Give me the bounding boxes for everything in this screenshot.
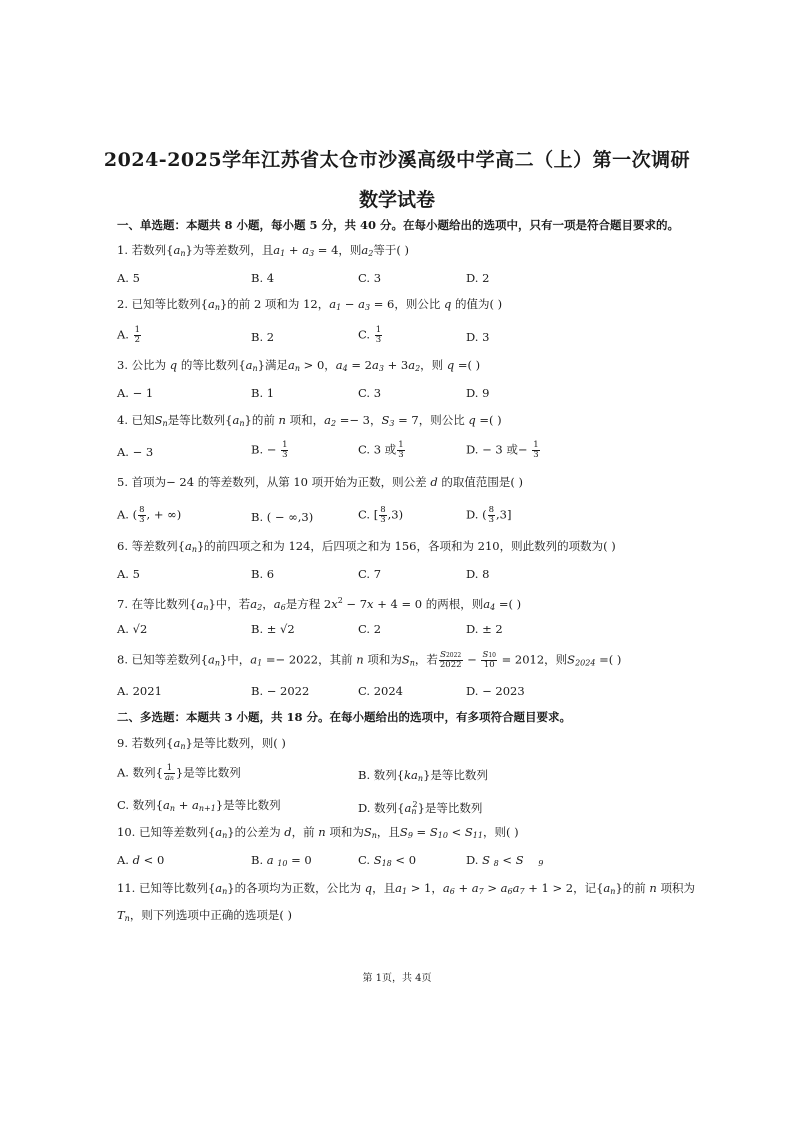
q3-option-d: D. 9: [466, 386, 490, 400]
page-footer: 第 1页，共 4页: [362, 973, 432, 984]
q10-option-c: C. $S_{18} < 0$: [358, 853, 417, 868]
question-5: 5. 首项为− 24 的等差数列，从第 10 项开始为正数，则公差 d 的取值范围是( ): [117, 475, 523, 489]
question-3: 3. 公比为 q 的等比数列$\{a_n\}$满足$a_n > 0$，$a_4 = 2a_3 + 3a_2$，则 q =( ): [117, 358, 481, 373]
q4-option-a: A. − 3: [117, 445, 154, 459]
q8-option-b: B. − 2022: [251, 684, 310, 698]
page-title: 2024-2025学年江苏省太仓市沙溪高级中学高二（上）第一次调研: [103, 149, 691, 171]
q5-option-c: C. [ $\frac{8}{3}$ ,3): [358, 505, 404, 525]
q9-option-d: D. 数列$\{a_n^2\}$是等比数列: [358, 800, 483, 816]
question-11-line-2: $T_n$，则下列选项中正确的选项是( ): [117, 908, 292, 923]
q10-option-b: B. a $_{10}$ = 0: [251, 853, 312, 868]
q7-option-a: A. √2: [117, 622, 148, 636]
q3-option-c: C. 3: [358, 386, 382, 400]
q1-option-b: B. 4: [251, 271, 275, 285]
q1-option-a: A. 5: [117, 271, 140, 285]
q4-option-b: B. − $\frac{1}{3}$: [251, 440, 288, 460]
q4-option-c: C. 3 或 $\frac{1}{3}$: [358, 440, 404, 460]
question-10: 10. 已知等差数列$\{a_n\}$的公差为 d，前 n 项和为$S_n$，且$S_9 = S_{10} < S_{11}$，则( ): [117, 825, 519, 840]
q2-option-c: C. $\frac{1}{3}$: [358, 325, 382, 345]
question-8: 8. 已知等差数列$\{a_n\}$中，$a_1 =- 2022$，其前 n 项和为$S_n$，若 $\frac{S2022}{2022}$ − $\frac{S10}{10}$ = 2012，则$S_{2024}$ =( ): [117, 650, 622, 670]
q10-option-d: D. S $_8$ < S $_9$: [466, 853, 544, 868]
q9-option-a: A. 数列{ $\frac{1}{an}$ }是等比数列: [117, 763, 241, 783]
q6-option-a: A. 5: [117, 567, 140, 581]
page-subtitle: 数学试卷: [358, 189, 435, 211]
q8-option-a: A. 2021: [117, 684, 162, 698]
q10-option-a: A. d < 0: [117, 853, 165, 867]
q9-option-c: C. 数列$\{a_n + a_{n+1}\}$是等比数列: [117, 798, 281, 813]
q2-option-a: A. $\frac{1}{2}$: [117, 325, 141, 345]
question-6: 6. 等差数列$\{a_n\}$的前四项之和为 124，后四项之和为 156，各项和为 210，则此数列的项数为( ): [117, 539, 616, 554]
question-4: 4. 已知$S_n$是等比数列$\{a_n\}$的前 n 项和，$a_2 =- 3$，$S_3 = 7$，则公比 q =( ): [117, 413, 502, 428]
question-2: 2. 已知等比数列$\{a_n\}$的前 2 项和为 12，$a_1 - a_3 = 6$，则公比 q 的值为( ): [117, 297, 503, 312]
question-9: 9. 若数列$\{a_n\}$是等比数列，则( ): [117, 736, 286, 751]
question-11-line-1: 11. 已知等比数列$\{a_n\}$的各项均为正数，公比为 q，且$a_1 > 1$，$a_6 + a_7 > a_6a_7 + 1 > 2$，记$\{a_n\}$的前 n 项积为: [117, 881, 695, 896]
q3-option-b: B. 1: [251, 386, 275, 400]
question-7: 7. 在等比数列$\{a_n\}$中，若$a_2$，$a_6$是方程 $2x^2 - 7x + 4 = 0$ 的两根，则$a_4$ =( ): [117, 596, 522, 612]
section-single-choice: 一、单选题：本题共 8 小题，每小题 5 分，共 40 分。在每小题给出的选项中，只有一项是符合题目要求的。: [117, 218, 680, 232]
q3-option-a: A. − 1: [117, 386, 154, 400]
q8-option-d: D. − 2023: [466, 684, 525, 698]
section-multiple-choice: 二、多选题：本题共 3 小题，共 18 分。在每小题给出的选项中，有多项符合题目要求。: [117, 710, 572, 724]
q5-option-b: B. ( − ∞,3): [251, 510, 314, 524]
q2-option-b: B. 2: [251, 330, 275, 344]
q1-option-d: D. 2: [466, 271, 490, 285]
question-1: 1. 若数列$\{a_n\}$为等差数列，且$a_1 + a_3 = 4$，则$a_2$等于( ): [117, 243, 410, 258]
q5-option-a: A. ( $\frac{8}{3}$ , + ∞): [117, 505, 182, 525]
q2-option-d: D. 3: [466, 330, 490, 344]
q7-option-c: C. 2: [358, 622, 382, 636]
q4-option-d: D. − 3 或− $\frac{1}{3}$: [466, 440, 539, 460]
q6-option-b: B. 6: [251, 567, 275, 581]
q8-option-c: C. 2024: [358, 684, 403, 698]
q1-option-c: C. 3: [358, 271, 382, 285]
q6-option-c: C. 7: [358, 567, 382, 581]
q5-option-d: D. ( $\frac{8}{3}$ ,3]: [466, 505, 512, 525]
q6-option-d: D. 8: [466, 567, 490, 581]
q7-option-b: B. ± √2: [251, 622, 295, 636]
q9-option-b: B. 数列$\{ka_n\}$是等比数列: [358, 768, 488, 783]
q7-option-d: D. ± 2: [466, 622, 503, 636]
